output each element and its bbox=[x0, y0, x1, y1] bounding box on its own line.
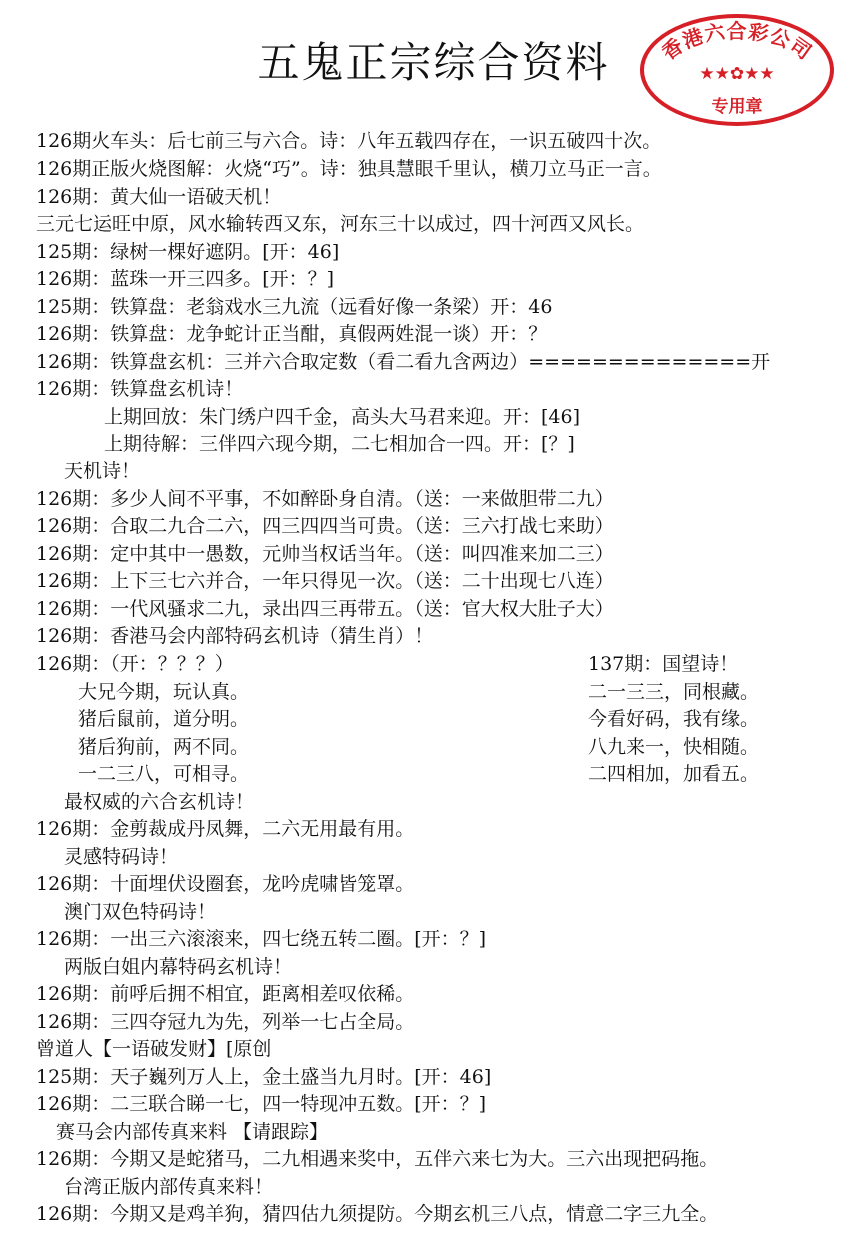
line-17: 126期：上下三七六并合，一年只得见一次。（送：二十出现七八连） bbox=[36, 570, 614, 592]
section-heading: 两版白姐内幕特码玄机诗！ bbox=[64, 956, 293, 978]
line-10: 126期：铁算盘玄机诗！ bbox=[36, 378, 244, 400]
line-20: 126期：（开：？？？） bbox=[36, 653, 234, 675]
line-26: 126期：金剪裁成丹凤舞，二六无用最有用。 bbox=[36, 818, 415, 840]
poem-right-3: 八九来一，快相随。 bbox=[588, 736, 760, 758]
poem-left-3: 猪后狗前，两不同。 bbox=[78, 736, 250, 758]
poem-left-2: 猪后鼠前，道分明。 bbox=[78, 708, 250, 730]
line-30: 126期：一出三六滚滚来，四七绕五转二圈。[开：？] bbox=[36, 928, 487, 950]
poem-right-4: 二四相加，加看五。 bbox=[588, 763, 760, 785]
poem-left-4: 一二三八，可相寻。 bbox=[78, 763, 250, 785]
line-40: 126期：今期又是鸡羊狗，猜四估九须提防。今期玄机三八点，情意二字三九全。 bbox=[36, 1203, 719, 1225]
section-heading: 灵感特码诗！ bbox=[64, 846, 179, 868]
line-06: 126期：蓝珠一开三四多。[开：？] bbox=[36, 268, 335, 290]
line-19: 126期：香港马会内部特码玄机诗（猜生肖）！ bbox=[36, 625, 434, 647]
section-heading: 澳门双色特码诗！ bbox=[64, 901, 217, 923]
poem-right-1: 二一三三，同根藏。 bbox=[588, 681, 760, 703]
poem-left-1: 大兄今期，玩认真。 bbox=[78, 681, 250, 703]
section-heading: 曾道人【一语破发财】[原创 bbox=[36, 1038, 272, 1060]
page-title: 五鬼正宗综合资料 bbox=[257, 38, 610, 87]
line-07: 125期：铁算盘：老翁戏水三九流（远看好像一条梁）开：46 bbox=[36, 296, 553, 318]
line-38: 126期：今期又是蛇猪马，二九相遇来奖中，五伴六来七为大。三六出现把码拖。 bbox=[36, 1148, 719, 1170]
poem-right-title: 137期：国望诗！ bbox=[588, 653, 739, 675]
seal-subtext: 专用章 bbox=[711, 97, 763, 117]
section-heading: 台湾正版内部传真来料！ bbox=[64, 1176, 274, 1198]
svg-text:香港六合彩公司: 香港六合彩公司 bbox=[657, 19, 817, 65]
seal-stars: ★★✿★★ bbox=[699, 64, 775, 84]
company-seal-stamp bbox=[640, 14, 834, 126]
line-35: 125期：天子巍列万人上，金土盛当九月时。[开：46] bbox=[36, 1066, 492, 1088]
line-08: 126期：铁算盘：龙争蛇计正当酣，真假两姓混一谈）开：？ bbox=[36, 323, 548, 345]
line-28: 126期：十面埋伏设圈套，龙吟虎啸皆笼罩。 bbox=[36, 873, 415, 895]
line-16: 126期：定中其中一愚数，元帅当权话当年。（送：叫四准来加二三） bbox=[36, 543, 614, 565]
line-11: 上期回放：朱门绣户四千金，高头大马君来迎。开：[46] bbox=[104, 406, 581, 428]
line-04: 三元七运旺中原，风水输转西又东，河东三十以成过，四十河西又风长。 bbox=[36, 213, 645, 235]
section-heading: 赛马会内部传真来料 【请跟踪】 bbox=[56, 1121, 329, 1143]
section-heading: 最权威的六合玄机诗！ bbox=[64, 791, 255, 813]
line-12: 上期待解：三伴四六现今期，二七相加合一四。开：[？] bbox=[104, 433, 575, 455]
line-36: 126期：二三联合睇一七，四一特现冲五数。[开：？] bbox=[36, 1093, 487, 1115]
line-15: 126期：合取二九合二六，四三四四当可贵。（送：三六打战七来助） bbox=[36, 515, 614, 537]
poem-right-2: 今看好码，我有缘。 bbox=[588, 708, 760, 730]
line-01: 126期火车头：后七前三与六合。诗：八年五载四存在，一识五破四十次。 bbox=[36, 130, 662, 152]
line-18: 126期：一代风骚求二九，录出四三再带五。（送：官大权大肚子大） bbox=[36, 598, 614, 620]
line-09: 126期：铁算盘玄机：三并六合取定数（看二看九含两边）==============开 bbox=[36, 351, 771, 373]
line-02: 126期正版火烧图解：火烧“巧”。诗：独具慧眼千里认，横刀立马正一言。 bbox=[36, 158, 662, 180]
line-32: 126期：前呼后拥不相宜，距离相差叹依稀。 bbox=[36, 983, 415, 1005]
section-heading: 天机诗！ bbox=[64, 460, 141, 482]
line-05: 125期：绿树一棵好遮阴。[开：46] bbox=[36, 241, 340, 263]
line-03: 126期：黄大仙一语破天机！ bbox=[36, 186, 282, 208]
line-33: 126期：三四夺冠九为先，列举一七占全局。 bbox=[36, 1011, 415, 1033]
line-14: 126期：多少人间不平事，不如醉卧身自清。（送：一来做胆带二九） bbox=[36, 488, 614, 510]
